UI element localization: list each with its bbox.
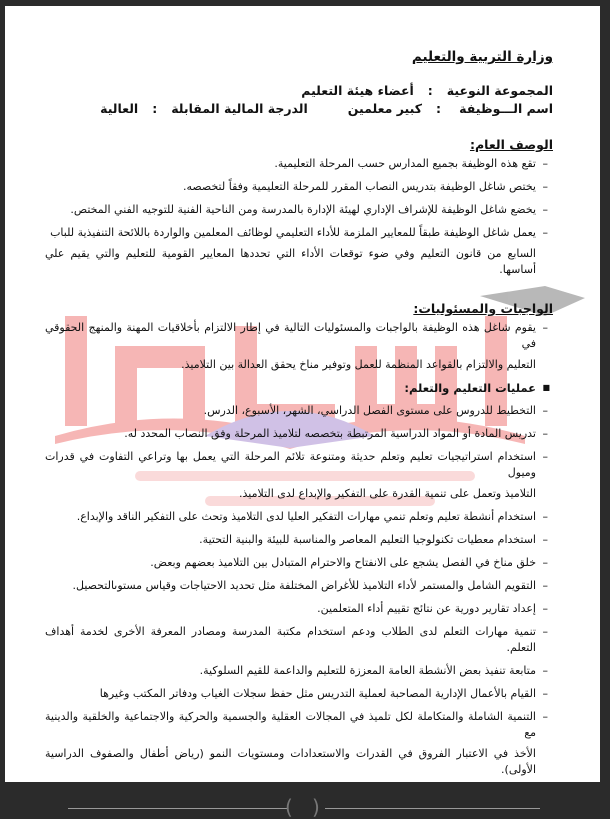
job-colon: : [436, 101, 441, 116]
list-item-text: يقوم شاغل هذه الوظيفة بالواجبات والمسئوليات التالية في إطار الالتزام بأخلاقيات المهنة والمنهج الحقوقي في [45, 321, 536, 350]
dash-bullet: – [542, 579, 548, 592]
list-item [45, 225, 553, 241]
job-row [45, 100, 553, 118]
list-item [45, 179, 553, 195]
list-item-text: التقويم الشامل والمستمر لأداء التلاميذ للأغراض المختلفة مثل تحديد الاحتياجات وقياس مستوىالتحصيل. [72, 579, 536, 592]
grade-field [100, 100, 308, 118]
teaching-subheading [45, 380, 553, 396]
list-item [45, 601, 553, 617]
dash-bullet: – [542, 180, 548, 193]
list-item [45, 709, 553, 741]
separator-line-left [68, 808, 288, 809]
list-item-text: تنمية مهارات التعلم لدى الطلاب ودعم استخدام مكتبة المدرسة ومصادر المعرفة الأخرى لخدمة أهداف التعلم. [45, 625, 536, 654]
list-item [45, 509, 553, 525]
square-bullet-icon: ■ [542, 383, 550, 392]
group-label: المجموعة النوعية [446, 83, 553, 98]
list-item [45, 555, 553, 571]
dash-bullet: – [542, 427, 548, 440]
list-item-text: متابعة تنفيذ بعض الأنشطة العامة المعززة للتعليم والداعمة للقيم السلوكية. [199, 664, 536, 677]
dash-bullet: – [542, 226, 548, 239]
document-page [5, 6, 600, 819]
list-item-text: استخدام معطيات تكنولوجيا التعليم المعاصر والمناسبة للبيئة والبنية التحتية. [199, 533, 536, 546]
job-value: كبير معلمين [347, 101, 422, 116]
dash-bullet: – [542, 450, 548, 463]
duties-list [45, 320, 553, 778]
duties-intro [45, 320, 553, 352]
list-item [45, 449, 553, 481]
list-item-text: التلاميذ وتعمل على تنمية القدرة على التفكير والإبداع لدى التلاميذ. [239, 487, 536, 500]
list-item-text: تدريس المادة أو المواد الدراسية المرتبطة بتخصصه لتلاميذ المرحلة وفق النصاب المحدد له. [124, 427, 536, 440]
list-item [45, 663, 553, 679]
list-item-text: التعليم والالتزام بالقواعد المنظمة للعمل وتوفير مناخ يحقق العدالة بين التلاميذ. [181, 358, 536, 371]
list-item-text: التنمية الشاملة والمتكاملة لكل تلميذ في المجالات العقلية والجسمية والحركية والاجتماعية والخلقية والدينية مع [45, 710, 536, 739]
list-item [45, 624, 553, 656]
list-item-text: استخدام استراتيجيات تعليم وتعلم حديثة ومتنوعة تلائم المرحلة التي يعمل بها وتراعي التفاوت في قدرات وميول [45, 450, 536, 479]
list-item-continuation [45, 246, 553, 278]
dash-bullet: – [542, 404, 548, 417]
separator-bracket-right: ) [312, 795, 320, 819]
grade-value: العالية [100, 101, 139, 116]
list-item [45, 578, 553, 594]
list-item-text: الأخذ في الاعتبار الفروق في القدرات والاستعدادات ومستويات النمو (رياض أطفال والصفوف الدراسية الأولى). [45, 747, 536, 776]
grade-label: الدرجة المالية المقابلة [171, 101, 308, 116]
dash-bullet: – [542, 664, 548, 677]
list-item [45, 686, 553, 702]
list-item-text: خلق مناخ في الفصل يشجع على الانفتاح والاحترام المتبادل بين التلاميذ بعضهم وبعض. [150, 556, 536, 569]
general-list [45, 156, 553, 278]
separator [45, 795, 553, 819]
ministry-title: وزارة التربية والتعليم [411, 49, 553, 65]
list-item-continuation [45, 746, 553, 778]
dash-bullet: – [542, 687, 548, 700]
job-field [348, 100, 553, 118]
group-field [301, 82, 553, 100]
list-item-continuation [45, 357, 553, 373]
dash-bullet: – [542, 710, 548, 723]
group-colon: : [427, 83, 433, 98]
list-item [45, 156, 553, 172]
list-item-text: القيام بالأعمال الإدارية المصاحبة لعملية التدريس مثل حفظ سجلات الغياب ودفاتر المكتب وغيرها [99, 687, 536, 700]
list-item-text: يختص شاغل الوظيفة بتدريس النصاب المقرر للمرحلة التعليمية وفقاً لتخصصه. [182, 180, 536, 193]
dash-bullet: – [542, 321, 548, 334]
duties-heading: الواجبات والمسئوليات: [413, 301, 553, 316]
list-item-continuation [45, 486, 553, 502]
list-item [45, 202, 553, 218]
dash-bullet: – [542, 556, 548, 569]
dash-bullet: – [542, 510, 548, 523]
dash-bullet: – [542, 625, 548, 638]
group-row [45, 82, 553, 100]
list-item-text: عمليات التعليم والتعلم: [404, 381, 536, 395]
grade-colon: : [152, 101, 158, 116]
separator-line-right [325, 808, 540, 809]
list-item-text: تقع هذه الوظيفة بجميع المدارس حسب المرحلة التعليمية. [274, 157, 536, 170]
list-item-text: استخدام أنشطة تعليم وتعلم تنمي مهارات التفكير العليا لدى التلاميذ وتحث على التفكير الناقد والإبداع. [76, 510, 536, 523]
job-label: اسم الـــوظيفة [459, 101, 553, 116]
dash-bullet: – [542, 157, 548, 170]
list-item-text: التخطيط للدروس على مستوى الفصل الدراسي، الشهر، الأسبوع، الدرس. [203, 404, 536, 417]
dash-bullet: – [542, 533, 548, 546]
group-value: أعضاء هيئة التعليم [301, 83, 414, 98]
dash-bullet: – [542, 203, 548, 216]
list-item-text: إعداد تقارير دورية عن نتائج تقييم أداء المتعلمين. [317, 602, 536, 615]
list-item [45, 426, 553, 442]
document-body [45, 48, 553, 818]
list-item-text: السابع من قانون التعليم وفي ضوء توقعات الأداء التي تحددها المعايير القومية للتعليم والتي يقيم علي أساسها. [45, 247, 536, 276]
dash-bullet: – [542, 602, 548, 615]
separator-bracket-left: ( [285, 795, 293, 819]
list-item-text: يعمل شاغل الوظيفة طبقاً للمعايير الملزمة للأداء التعليمي لوظائف المعلمين والواردة باللائحة التنفيذية للباب [50, 226, 536, 239]
list-item-text: يخضع شاغل الوظيفة للإشراف الإداري لهيئة الإدارة بالمدرسة ومن الناحية الفنية للتوجيه الفني المختص. [70, 203, 536, 216]
list-item [45, 403, 553, 419]
list-item [45, 532, 553, 548]
general-heading: الوصف العام: [469, 137, 553, 152]
